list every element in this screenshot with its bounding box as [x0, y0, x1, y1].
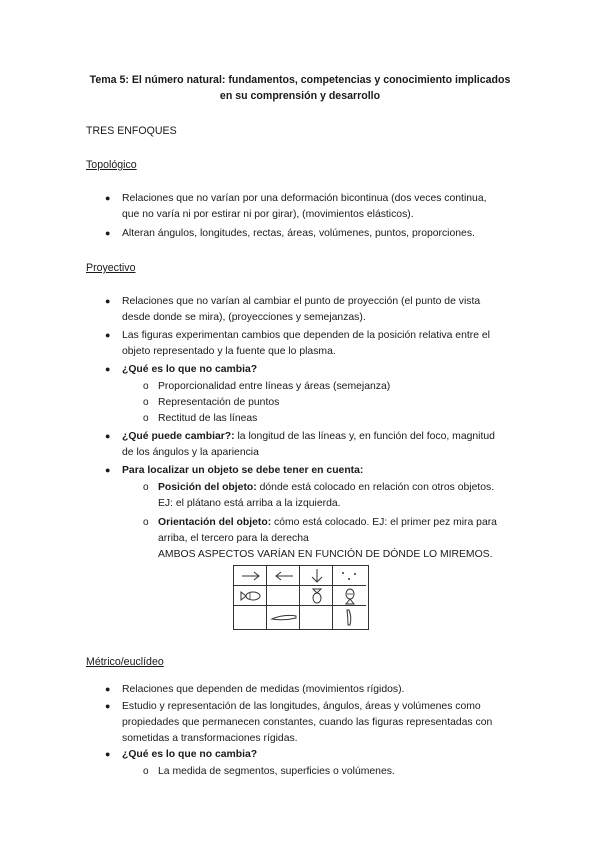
fish-icon [310, 588, 324, 605]
bullet-icon: ● [105, 228, 111, 238]
bullet-icon: ● [105, 701, 111, 711]
metrico-b1: Relaciones que dependen de medidas (movimientos rígidos). [122, 684, 405, 695]
bullet-icon: ● [105, 749, 111, 759]
topologico-b1-l1: Relaciones que no varían por una deformación bicontinua (dos veces continua, [122, 193, 487, 204]
sub-bullet-icon: o [143, 397, 149, 408]
orientation-grid [233, 565, 369, 630]
proyectivo-s1-l1 [158, 480, 494, 495]
bullet-icon: ● [105, 465, 111, 475]
proyectivo-b4-bold: ¿Qué puede cambiar?: [122, 431, 235, 442]
arrow-left-icon [273, 570, 295, 582]
grid-cell [267, 586, 300, 606]
proyectivo-b3-sub-3: Rectitud de las líneas [158, 413, 258, 424]
bullet-icon: ● [105, 296, 111, 306]
topologico-heading: Topológico [86, 159, 137, 171]
arrow-right-icon [240, 570, 262, 582]
sub-bullet-icon: o [143, 381, 149, 392]
grid-cell [300, 606, 333, 629]
proyectivo-s1-l2: EJ: el plátano está arriba a la izquierda. [158, 498, 341, 509]
bullet-icon: ● [105, 684, 111, 694]
bullet-icon: ● [105, 193, 111, 203]
proyectivo-s1-bold: Posición del objeto: [158, 482, 257, 493]
metrico-b2-l1: Estudio y representación de las longitudes, ángulos, áreas y volúmenes como [122, 701, 481, 712]
page-title [80, 72, 520, 104]
metrico-heading: Métrico/euclídeo [86, 656, 164, 668]
proyectivo-heading: Proyectivo [86, 262, 136, 274]
proyectivo-b4-rest: la longitud de las líneas y, en función del foco, magnitud [234, 431, 495, 442]
banana-icon [344, 608, 356, 627]
proyectivo-s2-rest: cómo está colocado. EJ: el primer pez mira para [271, 517, 497, 528]
banana-icon [270, 612, 298, 622]
proyectivo-s1-rest: dónde está colocado en relación con otros objetos. [256, 482, 495, 493]
sub-bullet-icon: o [143, 413, 149, 424]
proyectivo-b4-l2: de los ángulos y la apariencia [122, 447, 259, 458]
sub-bullet-icon: o [143, 482, 149, 493]
arrow-down-icon [308, 568, 326, 584]
topologico-b2: Alteran ángulos, longitudes, rectas, áreas, volúmenes, puntos, proporciones. [122, 228, 475, 239]
topologico-b1-l2: que no varía ni por estirar ni por girar), (movimientos elásticos). [122, 209, 414, 220]
metrico-b2-l3: sometidas a transformaciones rígidas. [122, 733, 298, 744]
metrico-b3-sub: La medida de segmentos, superficies o volúmenes. [158, 766, 395, 777]
proyectivo-b2-l1: Las figuras experimentan cambios que dependen de la posición relativa entre el [122, 330, 490, 341]
grid-cell [234, 606, 267, 629]
proyectivo-b4-l1 [122, 429, 495, 444]
proyectivo-b5: Para localizar un objeto se debe tener en cuenta: [122, 465, 364, 476]
bullet-icon: ● [105, 330, 111, 340]
sub-bullet-icon: o [143, 517, 149, 528]
bullet-icon: ● [105, 431, 111, 441]
proyectivo-s2-l3: AMBOS ASPECTOS VARÍAN EN FUNCIÓN DE DÓNDE LO MIREMOS. [158, 549, 493, 560]
proyectivo-b3-sub-2: Representación de puntos [158, 397, 280, 408]
dots-icon [338, 569, 360, 584]
metrico-b3: ¿Qué es lo que no cambia? [122, 749, 258, 760]
proyectivo-s2-l2: arriba, el tercero para la derecha [158, 533, 309, 544]
fish-icon [343, 587, 357, 605]
title-line-1: Tema 5: El número natural: fundamentos, competencias y conocimiento implicados [89, 74, 511, 86]
fish-icon [239, 589, 263, 603]
bullet-icon: ● [105, 364, 111, 374]
proyectivo-b3: ¿Qué es lo que no cambia? [122, 364, 258, 375]
main-heading: TRES ENFOQUES [86, 125, 177, 137]
proyectivo-s2-bold: Orientación del objeto: [158, 517, 272, 528]
sub-bullet-icon: o [143, 766, 149, 777]
title-line-2: en su comprensión y desarrollo [219, 90, 381, 102]
proyectivo-b2-l2: objeto representado y la fuente que lo plasma. [122, 346, 336, 357]
proyectivo-b1-l1: Relaciones que no varían al cambiar el punto de proyección (el punto de vista [122, 296, 481, 307]
proyectivo-s2-l1 [158, 515, 497, 530]
proyectivo-b3-sub-1: Proporcionalidad entre líneas y áreas (semejanza) [158, 381, 391, 392]
metrico-b2-l2: propiedades que permanecen constantes, cuando las figuras representadas con [122, 717, 493, 728]
proyectivo-b1-l2: desde donde se mira), (proyecciones y semejanzas). [122, 312, 366, 323]
